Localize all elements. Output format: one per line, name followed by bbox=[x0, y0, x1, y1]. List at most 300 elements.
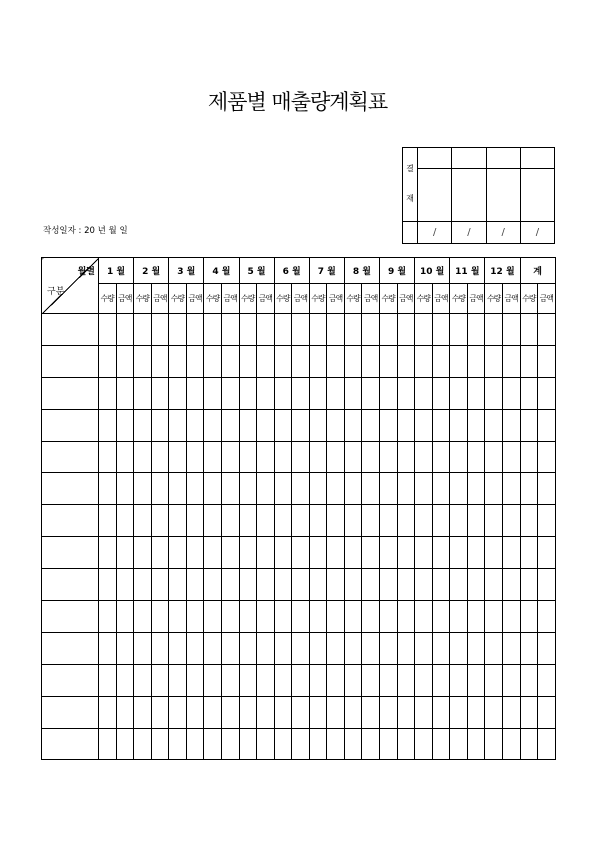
quantity-cell[interactable] bbox=[239, 664, 257, 696]
quantity-cell[interactable] bbox=[520, 601, 538, 633]
quantity-cell[interactable] bbox=[450, 505, 468, 537]
quantity-cell[interactable] bbox=[134, 632, 152, 664]
amount-cell[interactable] bbox=[362, 696, 380, 728]
quantity-cell[interactable] bbox=[239, 569, 257, 601]
quantity-cell[interactable] bbox=[134, 696, 152, 728]
amount-cell[interactable] bbox=[257, 409, 275, 441]
amount-cell[interactable] bbox=[221, 696, 239, 728]
quantity-cell[interactable] bbox=[344, 409, 362, 441]
amount-cell[interactable] bbox=[362, 441, 380, 473]
amount-cell[interactable] bbox=[502, 632, 520, 664]
quantity-cell[interactable] bbox=[450, 601, 468, 633]
quantity-cell[interactable] bbox=[450, 473, 468, 505]
quantity-cell[interactable] bbox=[239, 473, 257, 505]
category-cell[interactable] bbox=[42, 728, 99, 760]
category-cell[interactable] bbox=[42, 696, 99, 728]
amount-cell[interactable] bbox=[467, 314, 485, 346]
quantity-cell[interactable] bbox=[520, 314, 538, 346]
quantity-cell[interactable] bbox=[134, 664, 152, 696]
quantity-cell[interactable] bbox=[204, 473, 222, 505]
amount-cell[interactable] bbox=[257, 601, 275, 633]
amount-cell[interactable] bbox=[467, 473, 485, 505]
amount-cell[interactable] bbox=[397, 569, 415, 601]
quantity-cell[interactable] bbox=[520, 632, 538, 664]
quantity-cell[interactable] bbox=[520, 505, 538, 537]
amount-cell[interactable] bbox=[257, 537, 275, 569]
amount-cell[interactable] bbox=[221, 537, 239, 569]
quantity-cell[interactable] bbox=[485, 696, 503, 728]
amount-cell[interactable] bbox=[292, 537, 310, 569]
amount-cell[interactable] bbox=[186, 569, 204, 601]
quantity-cell[interactable] bbox=[134, 569, 152, 601]
quantity-cell[interactable] bbox=[380, 473, 398, 505]
amount-cell[interactable] bbox=[362, 728, 380, 760]
amount-cell[interactable] bbox=[362, 377, 380, 409]
approval-date-cell[interactable]: / bbox=[486, 221, 520, 243]
quantity-cell[interactable] bbox=[99, 505, 117, 537]
quantity-cell[interactable] bbox=[309, 728, 327, 760]
quantity-cell[interactable] bbox=[520, 664, 538, 696]
quantity-cell[interactable] bbox=[450, 569, 468, 601]
quantity-cell[interactable] bbox=[204, 377, 222, 409]
amount-cell[interactable] bbox=[292, 441, 310, 473]
quantity-cell[interactable] bbox=[450, 728, 468, 760]
amount-cell[interactable] bbox=[116, 537, 134, 569]
amount-cell[interactable] bbox=[292, 632, 310, 664]
amount-cell[interactable] bbox=[538, 696, 556, 728]
amount-cell[interactable] bbox=[221, 441, 239, 473]
amount-cell[interactable] bbox=[397, 601, 415, 633]
amount-cell[interactable] bbox=[432, 345, 450, 377]
amount-cell[interactable] bbox=[221, 473, 239, 505]
amount-cell[interactable] bbox=[467, 569, 485, 601]
category-cell[interactable] bbox=[42, 377, 99, 409]
quantity-cell[interactable] bbox=[309, 632, 327, 664]
amount-cell[interactable] bbox=[432, 409, 450, 441]
category-cell[interactable] bbox=[42, 537, 99, 569]
quantity-cell[interactable] bbox=[344, 537, 362, 569]
amount-cell[interactable] bbox=[151, 728, 169, 760]
amount-cell[interactable] bbox=[186, 473, 204, 505]
quantity-cell[interactable] bbox=[204, 632, 222, 664]
amount-cell[interactable] bbox=[467, 345, 485, 377]
quantity-cell[interactable] bbox=[134, 314, 152, 346]
amount-cell[interactable] bbox=[221, 409, 239, 441]
amount-cell[interactable] bbox=[221, 632, 239, 664]
amount-cell[interactable] bbox=[432, 314, 450, 346]
quantity-cell[interactable] bbox=[134, 505, 152, 537]
amount-cell[interactable] bbox=[327, 505, 345, 537]
amount-cell[interactable] bbox=[327, 696, 345, 728]
quantity-cell[interactable] bbox=[99, 632, 117, 664]
approval-date-cell[interactable]: / bbox=[520, 221, 554, 243]
quantity-cell[interactable] bbox=[344, 632, 362, 664]
amount-cell[interactable] bbox=[502, 409, 520, 441]
quantity-cell[interactable] bbox=[274, 537, 292, 569]
amount-cell[interactable] bbox=[257, 441, 275, 473]
quantity-cell[interactable] bbox=[485, 377, 503, 409]
quantity-cell[interactable] bbox=[309, 473, 327, 505]
amount-cell[interactable] bbox=[362, 601, 380, 633]
quantity-cell[interactable] bbox=[450, 696, 468, 728]
amount-cell[interactable] bbox=[186, 696, 204, 728]
amount-cell[interactable] bbox=[538, 537, 556, 569]
amount-cell[interactable] bbox=[397, 632, 415, 664]
amount-cell[interactable] bbox=[221, 314, 239, 346]
quantity-cell[interactable] bbox=[99, 345, 117, 377]
amount-cell[interactable] bbox=[327, 569, 345, 601]
quantity-cell[interactable] bbox=[485, 409, 503, 441]
quantity-cell[interactable] bbox=[169, 505, 187, 537]
amount-cell[interactable] bbox=[467, 601, 485, 633]
quantity-cell[interactable] bbox=[520, 696, 538, 728]
quantity-cell[interactable] bbox=[380, 345, 398, 377]
quantity-cell[interactable] bbox=[415, 314, 433, 346]
amount-cell[interactable] bbox=[538, 505, 556, 537]
amount-cell[interactable] bbox=[151, 441, 169, 473]
quantity-cell[interactable] bbox=[169, 728, 187, 760]
amount-cell[interactable] bbox=[502, 601, 520, 633]
amount-cell[interactable] bbox=[186, 377, 204, 409]
amount-cell[interactable] bbox=[502, 728, 520, 760]
amount-cell[interactable] bbox=[502, 345, 520, 377]
quantity-cell[interactable] bbox=[239, 345, 257, 377]
amount-cell[interactable] bbox=[151, 377, 169, 409]
quantity-cell[interactable] bbox=[415, 409, 433, 441]
quantity-cell[interactable] bbox=[485, 314, 503, 346]
quantity-cell[interactable] bbox=[204, 569, 222, 601]
amount-cell[interactable] bbox=[467, 537, 485, 569]
amount-cell[interactable] bbox=[397, 409, 415, 441]
quantity-cell[interactable] bbox=[239, 728, 257, 760]
quantity-cell[interactable] bbox=[99, 314, 117, 346]
quantity-cell[interactable] bbox=[169, 696, 187, 728]
amount-cell[interactable] bbox=[151, 314, 169, 346]
amount-cell[interactable] bbox=[327, 345, 345, 377]
amount-cell[interactable] bbox=[538, 664, 556, 696]
amount-cell[interactable] bbox=[186, 441, 204, 473]
quantity-cell[interactable] bbox=[169, 473, 187, 505]
amount-cell[interactable] bbox=[432, 696, 450, 728]
quantity-cell[interactable] bbox=[309, 537, 327, 569]
quantity-cell[interactable] bbox=[99, 377, 117, 409]
amount-cell[interactable] bbox=[151, 473, 169, 505]
category-cell[interactable] bbox=[42, 473, 99, 505]
quantity-cell[interactable] bbox=[204, 409, 222, 441]
quantity-cell[interactable] bbox=[380, 664, 398, 696]
quantity-cell[interactable] bbox=[169, 537, 187, 569]
amount-cell[interactable] bbox=[362, 314, 380, 346]
quantity-cell[interactable] bbox=[485, 441, 503, 473]
quantity-cell[interactable] bbox=[485, 473, 503, 505]
category-cell[interactable] bbox=[42, 345, 99, 377]
quantity-cell[interactable] bbox=[274, 664, 292, 696]
quantity-cell[interactable] bbox=[344, 345, 362, 377]
quantity-cell[interactable] bbox=[415, 664, 433, 696]
amount-cell[interactable] bbox=[186, 409, 204, 441]
quantity-cell[interactable] bbox=[274, 314, 292, 346]
amount-cell[interactable] bbox=[257, 664, 275, 696]
quantity-cell[interactable] bbox=[415, 569, 433, 601]
amount-cell[interactable] bbox=[362, 537, 380, 569]
quantity-cell[interactable] bbox=[380, 409, 398, 441]
amount-cell[interactable] bbox=[362, 664, 380, 696]
amount-cell[interactable] bbox=[221, 505, 239, 537]
quantity-cell[interactable] bbox=[169, 601, 187, 633]
quantity-cell[interactable] bbox=[380, 377, 398, 409]
quantity-cell[interactable] bbox=[169, 345, 187, 377]
amount-cell[interactable] bbox=[292, 728, 310, 760]
amount-cell[interactable] bbox=[116, 569, 134, 601]
amount-cell[interactable] bbox=[292, 569, 310, 601]
quantity-cell[interactable] bbox=[520, 569, 538, 601]
quantity-cell[interactable] bbox=[309, 377, 327, 409]
amount-cell[interactable] bbox=[186, 537, 204, 569]
quantity-cell[interactable] bbox=[380, 696, 398, 728]
quantity-cell[interactable] bbox=[380, 537, 398, 569]
quantity-cell[interactable] bbox=[239, 505, 257, 537]
amount-cell[interactable] bbox=[151, 632, 169, 664]
amount-cell[interactable] bbox=[116, 664, 134, 696]
quantity-cell[interactable] bbox=[169, 569, 187, 601]
amount-cell[interactable] bbox=[327, 728, 345, 760]
quantity-cell[interactable] bbox=[520, 345, 538, 377]
quantity-cell[interactable] bbox=[239, 601, 257, 633]
approval-date-cell[interactable]: / bbox=[418, 221, 452, 243]
amount-cell[interactable] bbox=[116, 441, 134, 473]
quantity-cell[interactable] bbox=[239, 377, 257, 409]
quantity-cell[interactable] bbox=[169, 664, 187, 696]
amount-cell[interactable] bbox=[538, 728, 556, 760]
amount-cell[interactable] bbox=[151, 345, 169, 377]
quantity-cell[interactable] bbox=[274, 473, 292, 505]
amount-cell[interactable] bbox=[467, 377, 485, 409]
quantity-cell[interactable] bbox=[344, 314, 362, 346]
category-cell[interactable] bbox=[42, 569, 99, 601]
category-cell[interactable] bbox=[42, 505, 99, 537]
amount-cell[interactable] bbox=[502, 696, 520, 728]
amount-cell[interactable] bbox=[538, 473, 556, 505]
quantity-cell[interactable] bbox=[274, 409, 292, 441]
amount-cell[interactable] bbox=[397, 664, 415, 696]
amount-cell[interactable] bbox=[151, 696, 169, 728]
quantity-cell[interactable] bbox=[204, 601, 222, 633]
amount-cell[interactable] bbox=[151, 505, 169, 537]
amount-cell[interactable] bbox=[502, 505, 520, 537]
quantity-cell[interactable] bbox=[344, 569, 362, 601]
category-cell[interactable] bbox=[42, 441, 99, 473]
approval-sign-cell[interactable] bbox=[486, 169, 520, 222]
quantity-cell[interactable] bbox=[344, 696, 362, 728]
quantity-cell[interactable] bbox=[134, 601, 152, 633]
amount-cell[interactable] bbox=[186, 314, 204, 346]
amount-cell[interactable] bbox=[327, 632, 345, 664]
quantity-cell[interactable] bbox=[450, 664, 468, 696]
approval-sign-cell[interactable] bbox=[452, 169, 486, 222]
amount-cell[interactable] bbox=[432, 537, 450, 569]
quantity-cell[interactable] bbox=[309, 314, 327, 346]
amount-cell[interactable] bbox=[397, 377, 415, 409]
amount-cell[interactable] bbox=[257, 377, 275, 409]
quantity-cell[interactable] bbox=[134, 728, 152, 760]
quantity-cell[interactable] bbox=[415, 377, 433, 409]
amount-cell[interactable] bbox=[257, 505, 275, 537]
approval-sign-cell[interactable] bbox=[520, 169, 554, 222]
quantity-cell[interactable] bbox=[520, 537, 538, 569]
quantity-cell[interactable] bbox=[99, 601, 117, 633]
amount-cell[interactable] bbox=[327, 537, 345, 569]
amount-cell[interactable] bbox=[397, 473, 415, 505]
amount-cell[interactable] bbox=[467, 441, 485, 473]
amount-cell[interactable] bbox=[467, 409, 485, 441]
quantity-cell[interactable] bbox=[450, 345, 468, 377]
amount-cell[interactable] bbox=[116, 505, 134, 537]
quantity-cell[interactable] bbox=[239, 632, 257, 664]
quantity-cell[interactable] bbox=[309, 601, 327, 633]
quantity-cell[interactable] bbox=[485, 345, 503, 377]
amount-cell[interactable] bbox=[151, 409, 169, 441]
quantity-cell[interactable] bbox=[99, 696, 117, 728]
quantity-cell[interactable] bbox=[450, 632, 468, 664]
quantity-cell[interactable] bbox=[239, 441, 257, 473]
quantity-cell[interactable] bbox=[415, 728, 433, 760]
quantity-cell[interactable] bbox=[309, 664, 327, 696]
category-cell[interactable] bbox=[42, 601, 99, 633]
amount-cell[interactable] bbox=[221, 664, 239, 696]
quantity-cell[interactable] bbox=[99, 441, 117, 473]
quantity-cell[interactable] bbox=[204, 441, 222, 473]
amount-cell[interactable] bbox=[186, 505, 204, 537]
amount-cell[interactable] bbox=[467, 505, 485, 537]
quantity-cell[interactable] bbox=[204, 696, 222, 728]
amount-cell[interactable] bbox=[186, 345, 204, 377]
quantity-cell[interactable] bbox=[99, 537, 117, 569]
quantity-cell[interactable] bbox=[450, 441, 468, 473]
amount-cell[interactable] bbox=[327, 409, 345, 441]
amount-cell[interactable] bbox=[116, 314, 134, 346]
quantity-cell[interactable] bbox=[520, 473, 538, 505]
amount-cell[interactable] bbox=[151, 569, 169, 601]
amount-cell[interactable] bbox=[538, 441, 556, 473]
quantity-cell[interactable] bbox=[485, 569, 503, 601]
quantity-cell[interactable] bbox=[415, 601, 433, 633]
quantity-cell[interactable] bbox=[169, 441, 187, 473]
amount-cell[interactable] bbox=[257, 569, 275, 601]
quantity-cell[interactable] bbox=[239, 696, 257, 728]
amount-cell[interactable] bbox=[432, 728, 450, 760]
amount-cell[interactable] bbox=[502, 664, 520, 696]
amount-cell[interactable] bbox=[116, 345, 134, 377]
amount-cell[interactable] bbox=[292, 601, 310, 633]
quantity-cell[interactable] bbox=[99, 728, 117, 760]
quantity-cell[interactable] bbox=[309, 345, 327, 377]
amount-cell[interactable] bbox=[397, 728, 415, 760]
quantity-cell[interactable] bbox=[274, 601, 292, 633]
amount-cell[interactable] bbox=[116, 409, 134, 441]
quantity-cell[interactable] bbox=[485, 601, 503, 633]
quantity-cell[interactable] bbox=[204, 664, 222, 696]
quantity-cell[interactable] bbox=[239, 537, 257, 569]
quantity-cell[interactable] bbox=[309, 569, 327, 601]
amount-cell[interactable] bbox=[116, 632, 134, 664]
quantity-cell[interactable] bbox=[520, 409, 538, 441]
quantity-cell[interactable] bbox=[415, 505, 433, 537]
quantity-cell[interactable] bbox=[380, 632, 398, 664]
amount-cell[interactable] bbox=[502, 537, 520, 569]
amount-cell[interactable] bbox=[502, 569, 520, 601]
quantity-cell[interactable] bbox=[309, 409, 327, 441]
quantity-cell[interactable] bbox=[485, 537, 503, 569]
amount-cell[interactable] bbox=[362, 409, 380, 441]
quantity-cell[interactable] bbox=[99, 473, 117, 505]
quantity-cell[interactable] bbox=[204, 505, 222, 537]
quantity-cell[interactable] bbox=[485, 505, 503, 537]
amount-cell[interactable] bbox=[432, 441, 450, 473]
quantity-cell[interactable] bbox=[309, 441, 327, 473]
quantity-cell[interactable] bbox=[450, 314, 468, 346]
quantity-cell[interactable] bbox=[99, 569, 117, 601]
quantity-cell[interactable] bbox=[415, 441, 433, 473]
quantity-cell[interactable] bbox=[169, 409, 187, 441]
amount-cell[interactable] bbox=[397, 345, 415, 377]
amount-cell[interactable] bbox=[221, 345, 239, 377]
amount-cell[interactable] bbox=[538, 377, 556, 409]
approval-sign-cell[interactable] bbox=[418, 169, 452, 222]
quantity-cell[interactable] bbox=[380, 314, 398, 346]
amount-cell[interactable] bbox=[257, 314, 275, 346]
amount-cell[interactable] bbox=[257, 696, 275, 728]
amount-cell[interactable] bbox=[467, 696, 485, 728]
amount-cell[interactable] bbox=[327, 441, 345, 473]
quantity-cell[interactable] bbox=[344, 664, 362, 696]
amount-cell[interactable] bbox=[502, 377, 520, 409]
amount-cell[interactable] bbox=[292, 345, 310, 377]
amount-cell[interactable] bbox=[432, 377, 450, 409]
quantity-cell[interactable] bbox=[344, 505, 362, 537]
quantity-cell[interactable] bbox=[520, 441, 538, 473]
category-cell[interactable] bbox=[42, 314, 99, 346]
amount-cell[interactable] bbox=[502, 441, 520, 473]
quantity-cell[interactable] bbox=[134, 409, 152, 441]
quantity-cell[interactable] bbox=[344, 601, 362, 633]
quantity-cell[interactable] bbox=[274, 632, 292, 664]
amount-cell[interactable] bbox=[221, 377, 239, 409]
quantity-cell[interactable] bbox=[99, 664, 117, 696]
quantity-cell[interactable] bbox=[380, 569, 398, 601]
quantity-cell[interactable] bbox=[485, 632, 503, 664]
quantity-cell[interactable] bbox=[134, 377, 152, 409]
quantity-cell[interactable] bbox=[309, 696, 327, 728]
quantity-cell[interactable] bbox=[134, 441, 152, 473]
amount-cell[interactable] bbox=[116, 377, 134, 409]
quantity-cell[interactable] bbox=[274, 728, 292, 760]
amount-cell[interactable] bbox=[467, 664, 485, 696]
amount-cell[interactable] bbox=[292, 314, 310, 346]
amount-cell[interactable] bbox=[432, 473, 450, 505]
amount-cell[interactable] bbox=[397, 441, 415, 473]
amount-cell[interactable] bbox=[221, 569, 239, 601]
amount-cell[interactable] bbox=[292, 409, 310, 441]
category-cell[interactable] bbox=[42, 632, 99, 664]
amount-cell[interactable] bbox=[257, 345, 275, 377]
quantity-cell[interactable] bbox=[415, 473, 433, 505]
amount-cell[interactable] bbox=[432, 505, 450, 537]
quantity-cell[interactable] bbox=[344, 441, 362, 473]
quantity-cell[interactable] bbox=[204, 345, 222, 377]
amount-cell[interactable] bbox=[397, 696, 415, 728]
amount-cell[interactable] bbox=[151, 664, 169, 696]
amount-cell[interactable] bbox=[327, 664, 345, 696]
